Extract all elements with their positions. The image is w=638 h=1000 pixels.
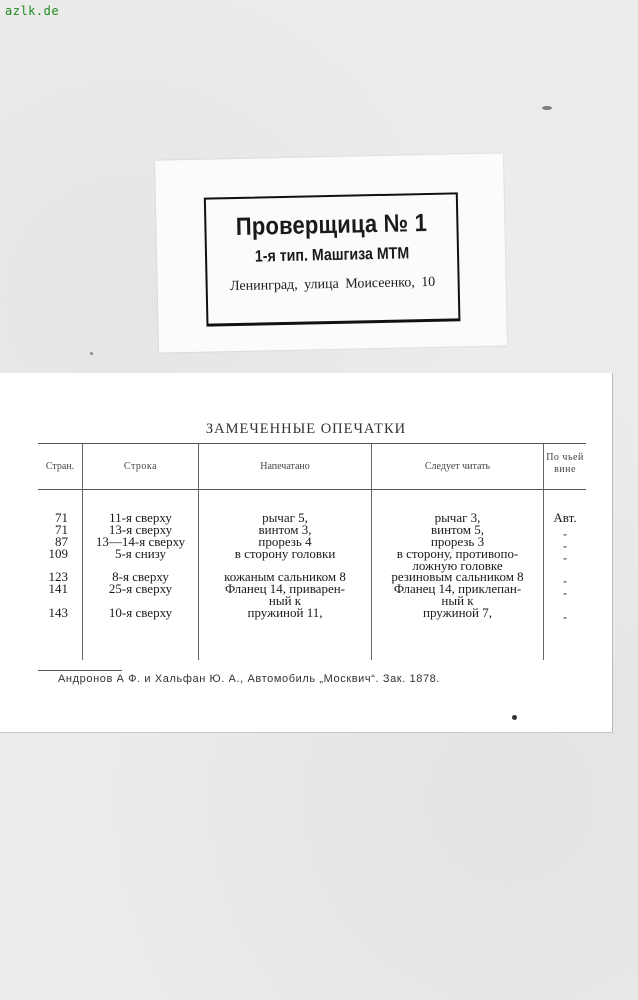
cell-line: 13-я сверху [108,522,173,537]
cell-printed: Фланец 14, приварен- ный к [224,581,346,608]
cell-line: 13—14-я сверху [95,534,186,549]
ink-speck [512,715,517,720]
cell-printed: кожаным сальником 8 [224,569,346,584]
cell-page: 109 [48,546,68,561]
cell-line: 5-я снизу [114,546,167,561]
cell-fault: „ [563,611,567,620]
cell-line: 25-я сверху [108,581,173,596]
footnote: Андронов А Ф. и Хальфан Ю. А., Автомобиль „Москвич“. Зак. 1878. [58,673,441,685]
cell-should-read: в сторону, противопо- ложную головке [396,546,519,573]
printer-stamp-slip [155,153,507,352]
cell-should-read: прорезь 3 [430,534,485,549]
errata-title: ЗАМЕЧЕННЫЕ ОПЕЧАТКИ [205,421,407,437]
errata-slip [0,373,613,733]
cell-should-read: Фланец 14, приклепан- ный к [393,581,522,608]
header-line: Строка [123,461,158,472]
cell-line: 11-я сверху [109,510,172,525]
cell-should-read: резиновым сальником 8 [391,569,524,584]
cell-fault: „ [563,552,567,561]
cell-printed: прорезь 4 [258,534,312,549]
header-should-read: Следует читать [424,461,491,472]
cell-printed: пружиной 11, [247,605,323,620]
cell-line: 8-я сверху [112,569,169,584]
stamp-address: Ленинград, улица Моисеенко, 10 [229,274,436,295]
table-header-rule [38,489,586,490]
cell-printed: винтом 3, [258,522,312,537]
cell-page: 71 [55,522,68,537]
cell-page: 141 [48,581,68,596]
stamp-subtitle: 1-я тип. Машгиза МТМ [254,244,410,266]
footnote-rule [38,670,122,671]
cell-fault: „ [563,587,567,596]
cell-page: 123 [48,569,68,584]
stamp-title: Проверщица № 1 [235,208,428,241]
cell-should-read: винтом 5, [430,522,485,537]
cell-should-read: рычаг 3, [434,510,481,525]
cell-line: 10-я сверху [108,605,173,620]
header-fault: По чьей вине [546,452,584,475]
printer-stamp [204,192,461,326]
header-printed: Напечатано [260,461,310,472]
cell-fault: „ [563,575,567,584]
header-page: Стран. [45,461,75,472]
cell-should-read: пружиной 7, [423,605,492,620]
table-top-rule [38,443,586,444]
cell-printed: в сторону головки [234,546,336,561]
cell-page: 71 [55,510,68,525]
ink-speck [90,352,93,355]
cell-fault: „ [563,540,567,549]
cell-fault: „ [563,528,567,537]
cell-fault: Авт. [553,510,577,525]
ink-speck [542,106,552,110]
cell-page: 87 [55,534,68,549]
watermark: azlk.de [5,4,60,18]
cell-page: 143 [48,605,68,620]
cell-printed: рычаг 5, [262,510,308,525]
